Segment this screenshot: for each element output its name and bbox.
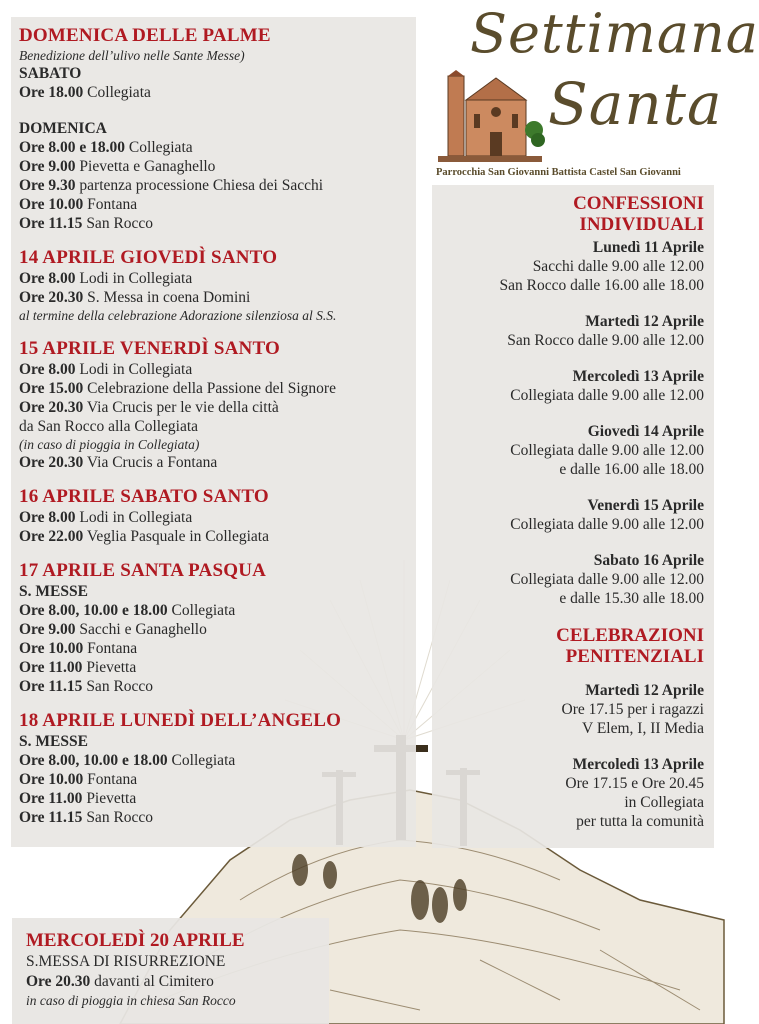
penitential-title: CELEBRAZIONI PENITENZIALI (556, 625, 704, 667)
schedule-line: Ore 20.30 S. Messa in coena Domini (19, 289, 251, 306)
section-angelo (19, 710, 408, 827)
section-title: 18 APRILE LUNEDÌ DELL’ANGELO (19, 710, 342, 731)
section-note: al termine della celebrazione Adorazione silenziosa al S.S. (19, 308, 337, 323)
resurrection-mass-box (12, 918, 329, 1024)
schedule-line: Ore 8.00 e 18.00 Collegiata (19, 139, 193, 156)
schedule-line: Ore 11.15 San Rocco (19, 215, 154, 232)
schedule-line: Ore 20.30 Via Crucis a Fontana (19, 454, 218, 471)
section-title: MERCOLEDÌ 20 APRILE (26, 930, 245, 951)
section-palme (19, 25, 408, 233)
left-schedule-panel (11, 17, 416, 847)
schedule-line: Ore 15.00 Celebrazione della Passione del Signore (19, 380, 336, 397)
right-confessions-panel (432, 185, 714, 848)
schedule-continuation: da San Rocco alla Collegiata (19, 418, 199, 435)
mass-subtitle: S.MESSA DI RISURREZIONE (26, 953, 226, 970)
schedule-line: Ore 9.00 Pievetta e Ganaghello (19, 158, 216, 175)
title-santa: Santa (548, 70, 723, 138)
parish-name: Parrocchia San Giovanni Battista Castel San Giovanni (436, 167, 681, 178)
section-pasqua (19, 560, 408, 696)
confession-day: Giovedì 14 Aprile Collegiata dalle 9.00 alle 12.00 e dalle 16.00 alle 18.00 (510, 423, 704, 478)
schedule-line: Ore 20.30 Via Crucis per le vie della città (19, 399, 279, 416)
section-note: in caso di pioggia in chiesa San Rocco (26, 993, 236, 1008)
schedule-line: Ore 9.00 Sacchi e Ganaghello (19, 621, 207, 638)
section-note: Benedizione dell’ulivo nelle Sante Messe) (19, 48, 245, 63)
confession-day: Martedì 12 Aprile San Rocco dalle 9.00 alle 12.00 (507, 313, 704, 349)
confession-day: Venerdì 15 Aprile Collegiata dalle 9.00 alle 12.00 (510, 497, 704, 533)
section-title: DOMENICA DELLE PALME (19, 25, 271, 46)
schedule-line: Ore 10.00 Fontana (19, 196, 138, 213)
schedule-line: Ore 8.00, 10.00 e 18.00 Collegiata (19, 752, 236, 769)
header (430, 0, 759, 185)
schedule-line: Ore 8.00 Lodi in Collegiata (19, 270, 193, 287)
mass-label: S. MESSE (19, 733, 88, 750)
schedule-line: Ore 11.15 San Rocco (19, 809, 154, 826)
schedule-line: Ore 11.00 Pievetta (19, 790, 137, 807)
schedule-line: Ore 10.00 Fontana (19, 640, 138, 657)
penitential-day: Martedì 12 Aprile Ore 17.15 per i ragazzi V Elem, I, II Media (561, 682, 704, 737)
schedule-line: Ore 11.15 San Rocco (19, 678, 154, 695)
section-giovedi (19, 247, 408, 324)
section-note: (in caso di pioggia in Collegiata) (19, 437, 200, 452)
schedule-line: Ore 11.00 Pievetta (19, 659, 137, 676)
day-label: DOMENICA (19, 120, 107, 137)
title-settimana: Settimana (470, 2, 759, 65)
section-venerdi (19, 338, 408, 472)
schedule-line: Ore 9.30 partenza processione Chiesa dei Sacchi (19, 177, 324, 194)
day-label: SABATO (19, 65, 82, 82)
section-title: 16 APRILE SABATO SANTO (19, 486, 269, 507)
confession-day: Mercoledì 13 Aprile Collegiata dalle 9.00 alle 12.00 (510, 368, 704, 404)
confession-day: Lunedì 11 Aprile Sacchi dalle 9.00 alle 12.00 San Rocco dalle 16.00 alle 18.00 (499, 239, 704, 294)
mass-label: S. MESSE (19, 583, 88, 600)
section-title: 17 APRILE SANTA PASQUA (19, 560, 267, 581)
penitential-day: Mercoledì 13 Aprile Ore 17.15 e Ore 20.45 in Collegiata per tutta la comunità (565, 756, 704, 830)
schedule-line: Ore 22.00 Veglia Pasquale in Collegiata (19, 528, 269, 545)
schedule-line: Ore 8.00 Lodi in Collegiata (19, 361, 193, 378)
confession-day: Sabato 16 Aprile Collegiata dalle 9.00 alle 12.00 e dalle 15.30 alle 18.00 (510, 552, 704, 607)
schedule-line: Ore 10.00 Fontana (19, 771, 138, 788)
section-sabato (19, 486, 408, 546)
confessions-title: CONFESSIONI INDIVIDUALI (573, 193, 704, 235)
schedule-line: Ore 18.00 Collegiata (19, 84, 151, 101)
church-icon (434, 70, 546, 166)
schedule-line: Ore 8.00, 10.00 e 18.00 Collegiata (19, 602, 236, 619)
schedule-line: Ore 8.00 Lodi in Collegiata (19, 509, 193, 526)
section-title: 15 APRILE VENERDÌ SANTO (19, 338, 280, 359)
schedule-line: Ore 20.30 davanti al Cimitero (26, 973, 214, 990)
section-title: 14 APRILE GIOVEDÌ SANTO (19, 247, 278, 268)
